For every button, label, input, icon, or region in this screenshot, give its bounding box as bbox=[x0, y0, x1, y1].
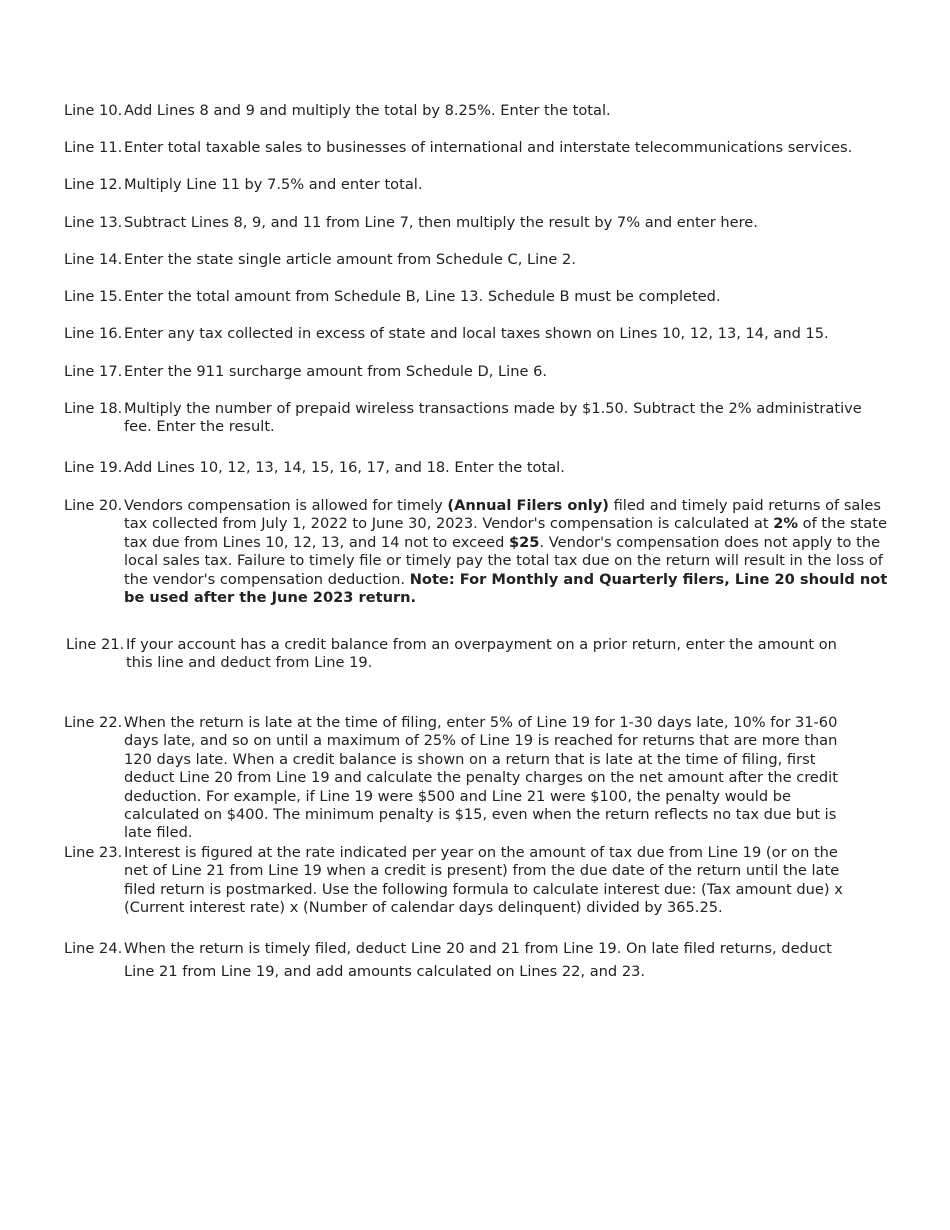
line-number: Line 11. bbox=[64, 139, 123, 156]
line-number: Line 16. bbox=[64, 325, 123, 342]
line-text: Enter the total amount from Schedule B, Line 13. Schedule B must be completed. bbox=[124, 288, 721, 305]
line-20-instruction bbox=[64, 497, 894, 607]
bold-cap: $25 bbox=[509, 533, 540, 551]
line-text: Enter the state single article amount from Schedule C, Line 2. bbox=[124, 251, 576, 268]
line-text: Enter total taxable sales to businesses of international and interstate telecommunications services. bbox=[124, 139, 853, 156]
text-part: . Vendor's compensation does not apply to the local sales tax. Failure to timely file or timely pay the total tax due on the return will result in the loss of the vendor's compensation deduction. bbox=[124, 533, 883, 588]
line-text: When the return is timely filed, deduct Line 20 and 21 from Line 19. On late filed returns, deduct Line 21 from Line 19, and add amounts calculated on Lines 22, and 23. bbox=[124, 940, 832, 980]
line-13-instruction bbox=[64, 214, 894, 232]
line-number: Line 15. bbox=[64, 288, 123, 305]
line-text: Add Lines 8 and 9 and multiply the total by 8.25%. Enter the total. bbox=[124, 102, 611, 119]
line-16-instruction bbox=[64, 325, 894, 343]
line-number: Line 13. bbox=[64, 214, 123, 231]
line-text: Interest is figured at the rate indicated per year on the amount of tax due from Line 19 (or on the net of Line 21 from Line 19 when a credit is present) from the due date of the return until the late filed return is postmarked. Use the following formula to calculate interest due: (Tax amount due) x (Current interest rate) x (Number of calendar days delinquent) divided by 365.25. bbox=[124, 844, 843, 917]
line-text: Multiply the number of prepaid wireless transactions made by $1.50. Subtract the 2% administrative fee. Enter the result. bbox=[124, 400, 862, 436]
line-text: When the return is late at the time of filing, enter 5% of Line 19 for 1-30 days late, 10% for 31-60 days late, and so on until a maximum of 25% of Line 19 is reached for returns that are more than 120 days late. When a credit balance is shown on a return that is late at the time of filing, first deduct Line 20 from Line 19 and calculate the penalty charges on the net amount after the credit deduction. For example, if Line 19 were $500 and Line 21 were $100, the penalty would be calculated on $400. The minimum penalty is $15, even when the return reflects no tax due but is late filed. bbox=[124, 714, 838, 842]
line-10-instruction bbox=[64, 102, 894, 120]
line-text: If your account has a credit balance from an overpayment on a prior return, enter the amount on this line and deduct from Line 19. bbox=[126, 636, 837, 672]
line-text bbox=[124, 497, 894, 607]
line-number: Line 22. bbox=[64, 714, 123, 731]
text-part: of the state tax due from Lines 10, 12, 13, and 14 not to exceed bbox=[124, 515, 887, 551]
line-number: Line 23. bbox=[64, 844, 123, 861]
bold-rate: 2% bbox=[773, 515, 799, 533]
line-text: Add Lines 10, 12, 13, 14, 15, 16, 17, and 18. Enter the total. bbox=[124, 459, 565, 476]
line-number: Line 21. bbox=[66, 636, 125, 653]
line-number: Line 10. bbox=[64, 102, 123, 119]
line-22-instruction bbox=[64, 714, 864, 843]
line-number: Line 20. bbox=[64, 497, 123, 514]
line-17-instruction bbox=[64, 363, 894, 381]
text-part: filed and timely paid returns of sales tax collected from July 1, 2022 to June 30, 2023. Vendor's compensation is calculated at bbox=[124, 497, 882, 533]
line-23-instruction bbox=[64, 844, 864, 918]
line-19-instruction bbox=[64, 459, 894, 477]
line-21-instruction bbox=[66, 636, 866, 673]
line-number: Line 14. bbox=[64, 251, 123, 268]
line-12-instruction bbox=[64, 176, 894, 194]
line-14-instruction bbox=[64, 251, 894, 269]
line-text: Multiply Line 11 by 7.5% and enter total. bbox=[124, 176, 423, 193]
line-text: Enter the 911 surcharge amount from Schedule D, Line 6. bbox=[124, 363, 548, 380]
bold-annual-filers: (Annual Filers only) bbox=[447, 497, 609, 514]
line-24-instruction bbox=[64, 937, 859, 983]
line-15-instruction bbox=[64, 288, 894, 306]
line-number: Line 24. bbox=[64, 940, 123, 957]
line-11-instruction bbox=[64, 139, 894, 157]
line-text: Enter any tax collected in excess of state and local taxes shown on Lines 10, 12, 13, 14, and 15. bbox=[124, 325, 829, 342]
bold-note: Note: For Monthly and Quarterly filers, Line 20 should not be used after the June 2023 return. bbox=[124, 570, 888, 607]
line-number: Line 17. bbox=[64, 363, 123, 380]
line-number: Line 12. bbox=[64, 176, 123, 193]
text-part: Vendors compensation is allowed for timely bbox=[124, 497, 448, 514]
line-number: Line 18. bbox=[64, 400, 123, 417]
line-18-instruction bbox=[64, 400, 864, 437]
line-text: Subtract Lines 8, 9, and 11 from Line 7, then multiply the result by 7% and enter here. bbox=[124, 214, 758, 231]
line-number: Line 19. bbox=[64, 459, 123, 476]
